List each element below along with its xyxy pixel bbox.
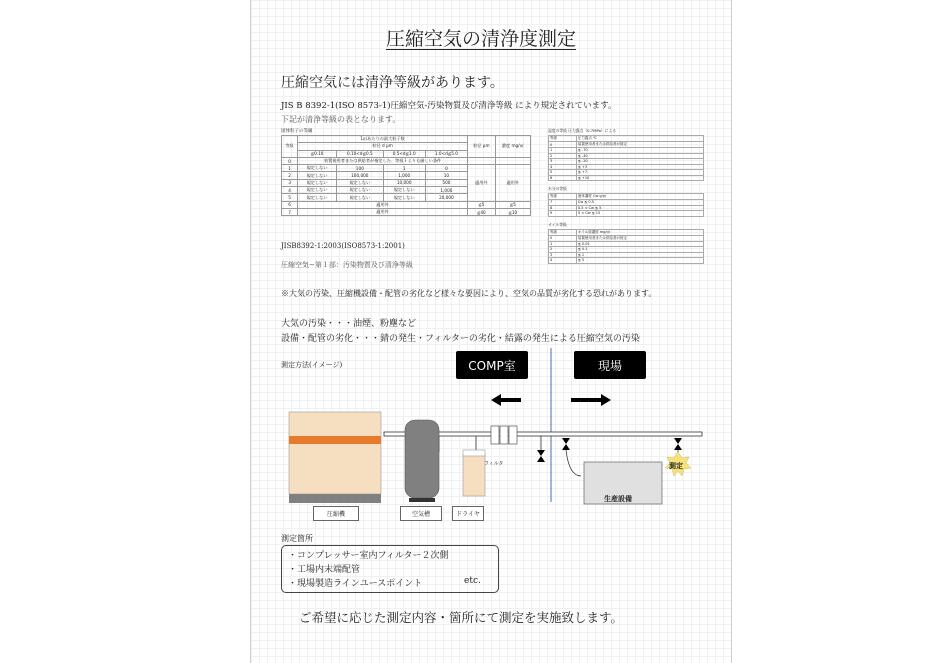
table-cell: 20,000 (425, 194, 467, 201)
table-cell: ≦10 (495, 208, 530, 215)
table-cell: 7 (549, 200, 577, 206)
compressor-label: 圧縮機 (313, 506, 359, 521)
table-row (282, 208, 531, 215)
valve-icon (537, 450, 545, 462)
conc-header: 濃度 mg/㎥ (495, 136, 530, 158)
table-header: 等級 (549, 229, 577, 235)
max-count-header: 1㎥あたりの最大粒子数 (298, 136, 468, 143)
table-cell: 規定しない (298, 172, 337, 179)
table-cell: 規定しない (298, 194, 337, 201)
table-cell: 1 (549, 148, 577, 154)
table-cell: 規定しない (337, 194, 384, 201)
grade-table (548, 229, 704, 264)
grade-table (548, 193, 704, 217)
point-item: ・現場製造ラインユースポイント (288, 579, 423, 589)
table-cell: 10 (425, 172, 467, 179)
table-cell: ≦ 0.01 (576, 241, 703, 247)
compressor-icon (289, 412, 381, 503)
table-cell: 8 (549, 205, 577, 211)
note-part: 圧縮空気−第１部：汚染物質及び清浄等級 (281, 261, 413, 269)
point-item: ・工場内末端配管 (288, 565, 361, 575)
diam-header: 粒径 μm (468, 136, 495, 158)
table-cell: ≦ +7 (576, 170, 703, 176)
table-cell: ≦ -20 (576, 159, 703, 165)
size-col-header: ≦0.10 (298, 150, 337, 157)
table-cell: 3 (549, 159, 577, 165)
particle-table (281, 135, 531, 216)
table-cell (468, 157, 495, 164)
table-cell: 1 (383, 165, 425, 172)
table-cell: 5 (549, 170, 577, 176)
document-page (250, 0, 732, 663)
grade-table-caption: オイル等級 (548, 221, 567, 227)
points-heading: 測定箇所 (281, 534, 313, 543)
comp-room-badge: COMP室 (456, 351, 528, 379)
table-cell: 3 (549, 252, 577, 258)
table-row (282, 157, 531, 164)
points-etc: etc. (464, 576, 481, 586)
table-cell: 適用外 (468, 165, 495, 201)
table-cell: 規定しない (298, 179, 337, 186)
table-row (549, 175, 704, 181)
size-col-header: 1.0<d≦5.0 (425, 150, 467, 157)
cause-equipment: 設備・配管の劣化・・・錆の発生・フィルターの劣化・結露の発生による圧縮空気の汚染 (281, 334, 640, 344)
table-cell: 4 (549, 258, 577, 264)
filter-label: フィルタ (484, 461, 504, 467)
table-cell: 2 (549, 247, 577, 253)
arrow-right-icon (571, 394, 611, 406)
table-cell: 規定しない (298, 187, 337, 194)
table-cell: 適用外 (298, 208, 468, 215)
table-row (282, 201, 531, 208)
table-cell: 5 < Cw ≦ 10 (576, 211, 703, 217)
table-row (549, 211, 704, 217)
warning-text: ※大気の汚染、圧縮機設備・配管の劣化など様々な要因により、空気の品質が劣化する恐れがあります。 (281, 289, 657, 298)
dryer-icon (463, 450, 485, 496)
table-cell: 0 (425, 165, 467, 172)
air-tank-icon (405, 420, 439, 502)
table-cell: 1 (549, 241, 577, 247)
grade-cell: 3 (282, 179, 298, 186)
table-cell: 1,000 (383, 172, 425, 179)
table-cell: 装置使用者または供給者が指定 (576, 142, 703, 148)
standard-line-2: 下記が清浄等級の表となります。 (281, 115, 401, 124)
arrow-left-icon (491, 394, 521, 406)
grade-cell: 7 (282, 208, 298, 215)
table-cell: 装置使用者または供給者が指定した、等級１よりも厳しい条件 (298, 157, 468, 164)
table-cell: ≦5 (495, 201, 530, 208)
grade-table-caption: 水分の等級 (548, 186, 567, 191)
points-box (281, 545, 499, 593)
tank-label: 空気槽 (400, 506, 442, 521)
size-col-header: 0.5<d≦1.0 (383, 150, 425, 157)
table-cell: 0 (549, 142, 577, 148)
point-item: ・コンプレッサー室内フィルター２次側 (288, 551, 449, 561)
table-cell: ≦40 (468, 208, 495, 215)
table-cell: 適用外 (298, 201, 468, 208)
measure-label: 測定 (669, 462, 683, 470)
site-badge: 現場 (574, 351, 646, 379)
table-row (282, 165, 531, 172)
table-cell: 0.5 < Cw ≦ 5 (576, 205, 703, 211)
table-cell: ≦ +10 (576, 175, 703, 181)
table-cell: 装置使用者または供給者が指定 (576, 235, 703, 241)
grade-cell: 6 (282, 201, 298, 208)
right-tables (548, 128, 704, 264)
table-cell: Cw ≦ 0.5 (576, 200, 703, 206)
table-header: 液体濃度 Cw g/㎥ (576, 194, 703, 200)
table-cell: 100,000 (337, 172, 384, 179)
method-label: 測定方法(イメージ) (281, 361, 343, 369)
table-header: 等級 (549, 194, 577, 200)
subtitle: 圧縮空気には清浄等級があります。 (281, 75, 504, 91)
grade-table (548, 135, 704, 181)
table-cell: 9 (549, 211, 577, 217)
table-cell: 500 (425, 179, 467, 186)
note-standard: JISB8392-1:2003(ISO8573-1:2001) (281, 242, 405, 250)
table-cell: ≦ 5 (576, 258, 703, 264)
table-row (549, 258, 704, 264)
table-cell: ≦ -70 (576, 148, 703, 154)
table-cell: 規定しない (383, 194, 425, 201)
table-header: 等級 (549, 136, 577, 142)
table-cell (495, 157, 530, 164)
table-cell: ≦ +3 (576, 164, 703, 170)
table-cell: 規定しない (298, 165, 337, 172)
table-header: 圧力露点 ℃ (576, 136, 703, 142)
table-cell: 適用外 (495, 165, 530, 201)
particle-table-caption: 固体粒子の等級 (281, 129, 313, 134)
dryer-label: ドライヤ (452, 506, 484, 521)
valve-icon (562, 438, 570, 450)
grade-header: 等級 (282, 136, 298, 158)
grade-cell: 4 (282, 187, 298, 194)
cause-air: 大気の汚染・・・油煙、粉塵など (281, 319, 417, 329)
table-cell: 6 (549, 175, 577, 181)
filter-icon (491, 426, 517, 444)
table-cell: ≦5 (468, 201, 495, 208)
table-cell: ≦ 1 (576, 252, 703, 258)
page-title: 圧縮空気の清浄度測定 (386, 28, 577, 50)
grade-cell: 1 (282, 165, 298, 172)
size-col-header: 0.10<d≦0.5 (337, 150, 384, 157)
production-label: 生産設備 (604, 495, 632, 503)
table-header: オイル総濃度 mg/㎥ (576, 229, 703, 235)
grade-cell: 2 (282, 172, 298, 179)
table-cell: 100 (337, 165, 384, 172)
table-cell: 0 (549, 235, 577, 241)
system-diagram (251, 340, 731, 530)
size-header: 粒径 d μm (298, 143, 468, 150)
table-cell: 2 (549, 153, 577, 159)
valve-icon (674, 438, 682, 450)
table-cell: 規定しない (337, 187, 384, 194)
closing-text: ご希望に応じた測定内容・箇所にて測定を実施致します。 (299, 610, 624, 625)
standard-line: JIS B 8392-1(ISO 8573-1)圧縮空気-汚染物質及び清浄等級 により規定されています。 (281, 101, 617, 111)
grade-table-caption: 湿度の等級 圧力露点（0.7MPa）による (548, 128, 617, 133)
table-cell: 規定しない (383, 187, 425, 194)
table-cell: 4 (549, 164, 577, 170)
table-cell: 10,000 (383, 179, 425, 186)
table-cell: 1,000 (425, 187, 467, 194)
grade-cell: 0 (282, 157, 298, 164)
table-cell: ≦ 0.1 (576, 247, 703, 253)
particle-table-block (281, 128, 531, 216)
grade-cell: 5 (282, 194, 298, 201)
table-cell: 規定しない (337, 179, 384, 186)
table-cell: ≦ -40 (576, 153, 703, 159)
